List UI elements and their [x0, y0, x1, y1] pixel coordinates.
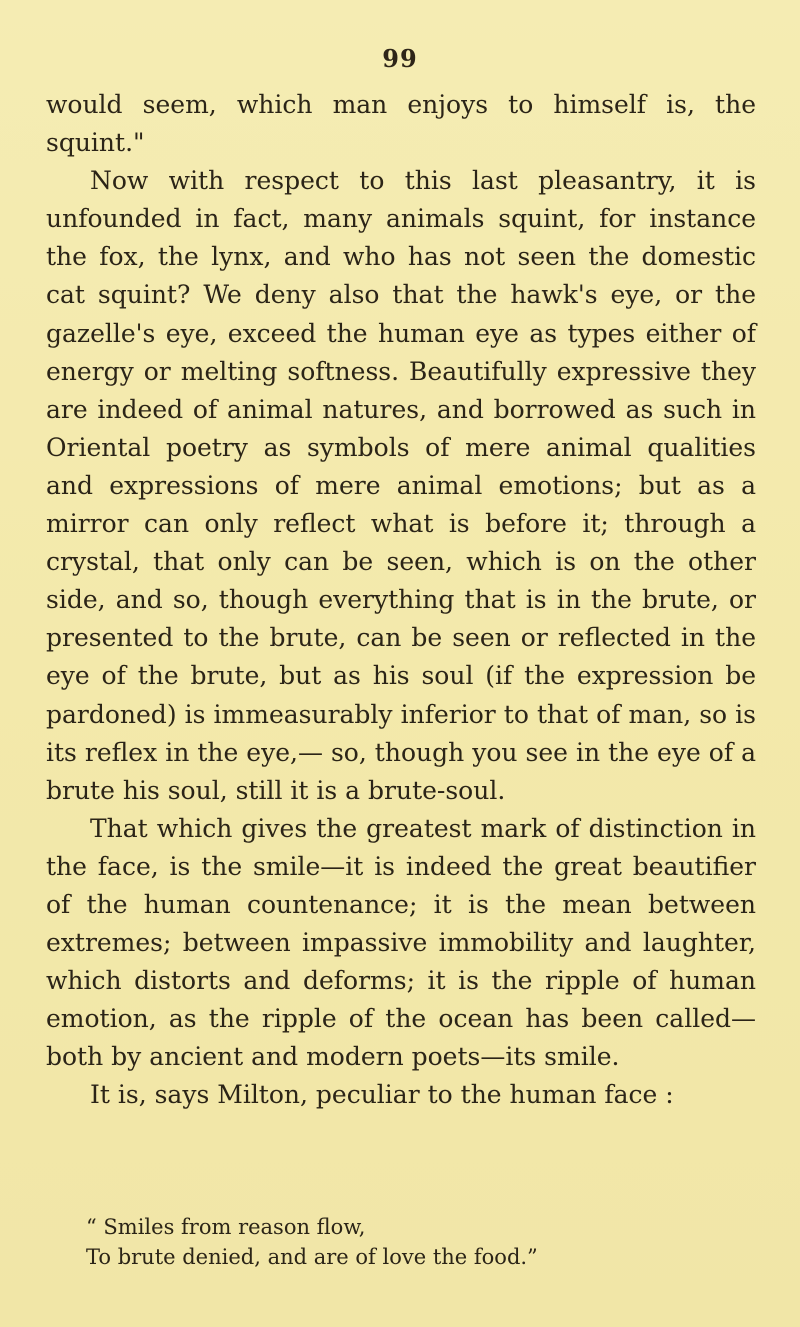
verse-line: To brute denied, and are of love the food.”	[86, 1245, 538, 1269]
paragraph-squint: Now with respect to this last pleasantry, it is unfounded in fact, many animals squint, for instance the fox, the lynx, and who has not seen the domestic cat squint? We deny also that the hawk's eye, or the gazelle's eye, exceed the human eye as types either of energy or melting softness. Beautifully expressive they are indeed of animal natures, and borrowed as such in Oriental poetry as symbols of mere animal qualities and expressions of mere animal emotions; but as a mirror can only reflect what is before it; through a crystal, that only can be seen, which is on the other side, and so, though everything that is in the brute, or presented to the brute, can be seen or reflected in the eye of the brute, but as his soul (if the expression be pardoned) is immeasurably inferior to that of man, so is its reflex in the eye,— so, though you see in the eye of a brute his soul, still it is a brute-soul.	[46, 166, 756, 805]
verse-line: “ Smiles from reason flow,	[86, 1215, 366, 1239]
page-number: 99	[382, 44, 418, 73]
body-text	[46, 86, 756, 1115]
paragraph-smile: That which gives the greatest mark of distinction in the face, is the smile—it is indeed the great beautifier of the human countenance; it is the mean between extremes; between impassive immobility and laughter, which distorts and deforms; it is the ripple of human emotion, as the ripple of the ocean has been called—both by ancient and modern poets—its smile.	[46, 813, 756, 1072]
verse-quotation	[0, 1212, 800, 1272]
paragraph-milton: It is, says Milton, peculiar to the human face :	[90, 1080, 674, 1110]
paragraph-continuation: would seem, which man enjoys to himself is, the squint."	[46, 90, 756, 158]
